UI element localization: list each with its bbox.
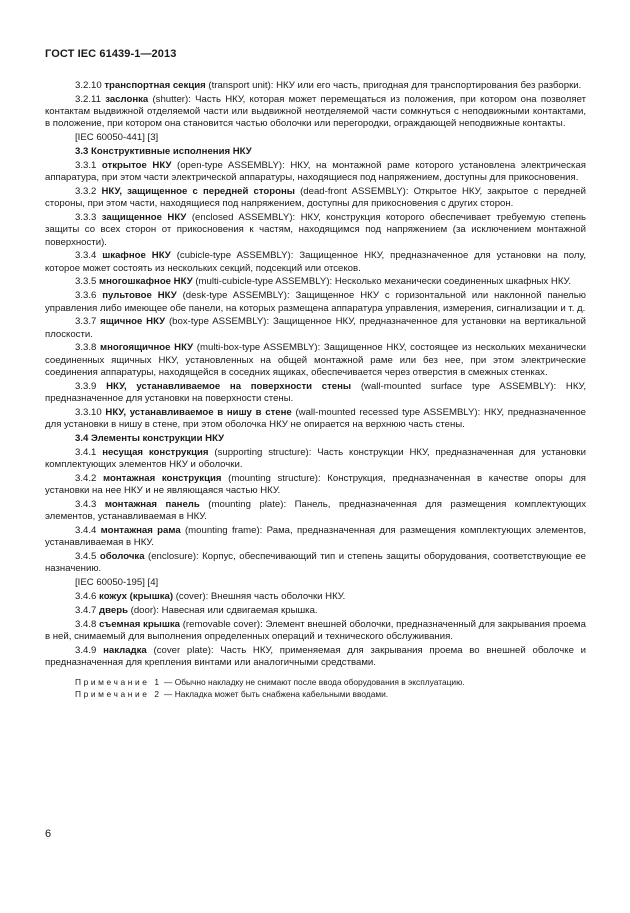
term-3-3-8: 3.3.8 многоящичное НКУ (multi-box-type ASSEMBLY): Защищенное НКУ, состоящее из нескольких механически соединенных ящичных НКУ, установленных на общей монтажной раме или без нее, при этом электрические соединения аппаратуры, находящейся в соседних ящиках, обеспечивается через отверстия в смежных стенках. (45, 342, 586, 379)
reference: [IEC 60050-441] [3] (75, 132, 159, 144)
section-heading-3-3: 3.3 Конструктивные исполнения НКУ (75, 145, 252, 157)
term-3-3-6: 3.3.6 пультовое НКУ (desk-type ASSEMBLY): Защищенное НКУ с горизонтальной или наклонной панелью управления либо имеющее обе панели, на которых размещена аппаратура управления, измерения, сигнализации и т. д. (45, 290, 586, 314)
note-2: Примечание 2 — Накладка может быть снабжена кабельными вводами. (75, 689, 389, 700)
term-3-4-7: 3.4.7 дверь (door): Навесная или сдвигаемая крышка. (75, 604, 318, 616)
term-3-3-9: 3.3.9 НКУ, устанавливаемое на поверхности стены (wall-mounted surface type ASSEMBLY): НКУ, предназначенное для установки на поверхности стены. (45, 380, 586, 405)
document-header: ГОСТ IEC 61439-1—2013 (45, 48, 177, 60)
term-3-3-1: 3.3.1 открытое НКУ (open-type ASSEMBLY): НКУ, на монтажной раме которого установлена электрическая аппаратура, при этом части электрической аппаратуры, находящиеся под напряжением, доступны для прикосновения. (45, 159, 586, 184)
term-3-4-2: 3.4.2 монтажная конструкция (mounting structure): Конструкция, предназначенная в качестве опоры для установки на нее НКУ и не являющаяся частью НКУ. (45, 472, 586, 497)
term-3-4-9: 3.4.9 накладка (cover plate): Часть НКУ, применяемая для закрывания проема во внешней оболочке и предназначенная для крепления винтами или аналогичными средствами. (45, 644, 586, 669)
term-3-4-1: 3.4.1 несущая конструкция (supporting structure): Часть конструкции НКУ, предназначенная для установки комплектующих элементов НКУ и оболочки. (45, 446, 586, 471)
page-number: 6 (45, 828, 52, 840)
term-3-4-4: 3.4.4 монтажная рама (mounting frame): Рама, предназначенная для размещения комплектующих элементов, устанавливаемая в НКУ. (45, 525, 586, 549)
term-3-2-11: 3.2.11 заслонка (shutter): Часть НКУ, которая может перемещаться из положения, при котором она позволяет контактам выдвижной отделяемой части или выдвижной неотделяемой части сомкнуться с неподвижными контактами, в положение, при котором она становится частью оболочки или перегородки, ограждающей неподвижные контакты. (45, 93, 586, 130)
term-3-3-7: 3.3.7 ящичное НКУ (box-type ASSEMBLY): Защищенное НКУ, предназначенное для установки на вертикальной плоскости. (45, 316, 586, 340)
term-3-4-3: 3.4.3 монтажная панель (mounting plate): Панель, предназначенная для размещения комплектующих элементов, устанавливаемая в НКУ. (45, 499, 586, 523)
term-3-4-8: 3.4.8 съемная крышка (removable cover): Элемент внешней оболочки, предназначенный для закрывания проема в ней, снимаемый для выполнения определенных операций и технического обслуживания. (45, 618, 586, 642)
term-3-3-10: 3.3.10 НКУ, устанавливаемое в нишу в стене (wall-mounted recessed type ASSEMBLY): НКУ, предназначенное для установки в нишу в стене, при этом оболочка НКУ не опирается на верхнюю часть стены. (45, 406, 587, 431)
section-heading-3-4: 3.4 Элементы конструкции НКУ (75, 433, 225, 445)
note-1: Примечание 1 — Обычно накладку не снимают после ввода оборудования в эксплуатацию. (75, 677, 465, 688)
term-3-4-5: 3.4.5 оболочка (enclosure): Корпус, обеспечивающий тип и степень защиты оборудования, соответствующие ее назначению. (45, 551, 586, 575)
term-3-3-5: 3.3.5 многошкафное НКУ (multi-cubicle-type ASSEMBLY): Несколько механически соединенных шкафных НКУ. (75, 276, 572, 288)
reference: [IEC 60050-195] [4] (75, 577, 159, 589)
term-3-3-2: 3.3.2 НКУ, защищенное с передней стороны (dead-front ASSEMBLY): Открытое НКУ, закрытое с передней стороны, при этом части, находящиеся под напряжением, доступны для прикосновения с других сторон. (45, 185, 586, 210)
document-body (45, 80, 586, 700)
term-3-3-4: 3.3.4 шкафное НКУ (cubicle-type ASSEMBLY): Защищенное НКУ, предназначенное для установки на полу, которое может состоять из нескольких секций, подсекций или отсеков. (45, 250, 586, 274)
term-3-3-3: 3.3.3 защищенное НКУ (enclosed ASSEMBLY): НКУ, конструкция которого обеспечивает требуемую степень защиты со всех сторон от прикосновения к частям, находящимся под напряжением (за исключением монтажной поверхности). (45, 211, 586, 248)
term-3-2-10: 3.2.10 транспортная секция (transport unit): НКУ или его часть, пригодная для транспортирования без разборки. (75, 80, 582, 91)
term-3-4-6: 3.4.6 кожух (крышка) (cover): Внешняя часть оболочки НКУ. (75, 591, 346, 603)
